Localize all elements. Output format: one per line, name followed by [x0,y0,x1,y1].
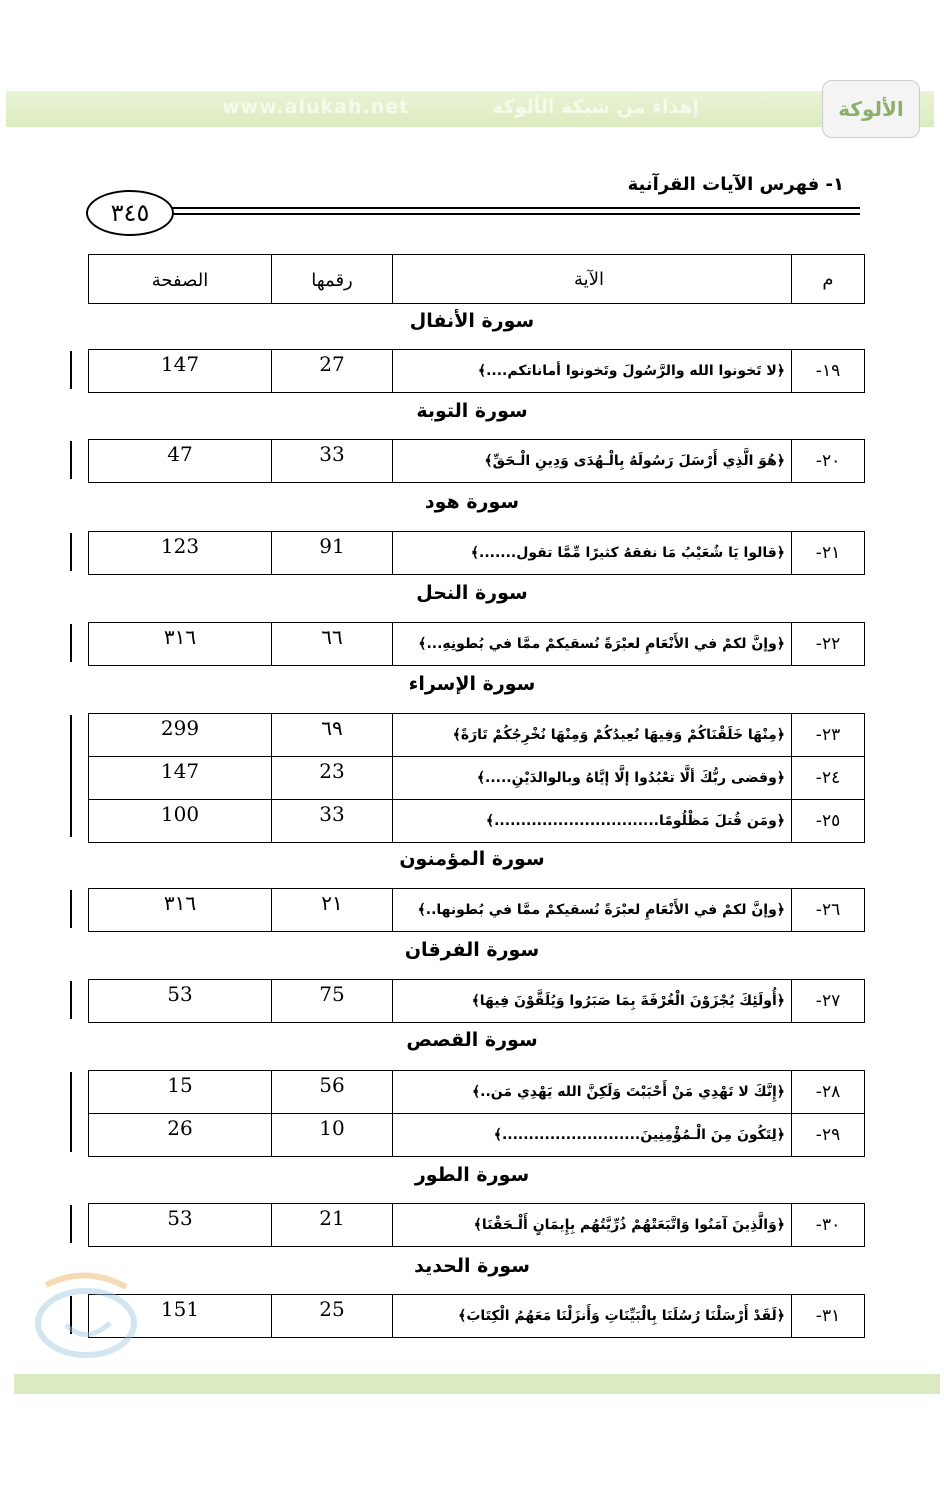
column-header-index: م [792,255,865,304]
page-cell: 53 [89,1204,272,1247]
table-row [89,800,865,843]
ayah-cell: ﴿أُولَئِكَ يُجْزَوْنَ الْغُرْفَةَ بِمَا صَبَرُوا وَيُلَقَّوْنَ فِيهَا﴾ [393,980,792,1023]
page-cell: ٣١٦ [89,889,272,932]
ayah-number-cell: 27 [272,350,393,393]
table-row [89,1114,865,1157]
ayah-table [88,531,865,575]
ayah-table [88,349,865,393]
page-number: ٣٤٥ [86,190,174,236]
surah-heading: سورة الإسراء [408,673,536,695]
header-rule [170,213,860,215]
margin-mark [70,624,72,662]
table-row [89,532,865,575]
index-title: ١- فهرس الآيات القرآنية [627,174,844,195]
index-cell: ٣١- [792,1295,865,1338]
ayah-cell: ﴿هُوَ الَّذِي أَرْسَلَ رَسُولَهُ بِالْـهُدَى وَدِينِ الْـحَقِّ﴾ [393,440,792,483]
margin-mark [70,890,72,928]
watermark-logo [26,1265,144,1361]
banner-url: www.alukah.net [222,96,410,118]
ayah-table [88,888,865,932]
ayah-cell: ﴿وإنَّ لكمْ في الأَنْعَامِ لعبْرَةً نُسقيكمْ ممَّا في بُطونها..﴾ [393,889,792,932]
table-row [89,1295,865,1338]
surah-heading: سورة النحل [416,582,528,604]
ayah-number-cell: 10 [272,1114,393,1157]
surah-heading: سورة الطور [414,1164,530,1186]
ayah-number-cell: 56 [272,1071,393,1114]
page-cell: 100 [89,800,272,843]
table-row [89,714,865,757]
ayah-cell: ﴿لا تَخونوا الله والرَّسُولَ وتَخونوا أماناتكم....﴾ [393,350,792,393]
ayah-table [88,622,865,666]
ayah-cell: ﴿لَقَدْ أَرْسَلْنَا رُسُلَنَا بِالْبَيِّنَاتِ وَأَنزَلْنَا مَعَهُمُ الْكِتَابَ﴾ [393,1295,792,1338]
page-cell: 299 [89,714,272,757]
ayah-table [88,1294,865,1338]
index-cell: ٢٢- [792,623,865,666]
surah-heading: سورة القصص [406,1029,538,1051]
table-row [89,1204,865,1247]
column-header-ayah-number: رقمها [272,255,393,304]
ayah-number-cell: 33 [272,800,393,843]
margin-mark [70,981,72,1019]
table-row [89,440,865,483]
table-row [89,889,865,932]
page-cell: 26 [89,1114,272,1157]
ayah-number-cell: 33 [272,440,393,483]
page-cell: 147 [89,757,272,800]
ayah-cell: ﴿ومَن قُتلَ مَظْلُومًا...............................﴾ [393,800,792,843]
column-header-page: الصفحة [89,255,272,304]
index-cell: ٢٦- [792,889,865,932]
ayah-cell: ﴿وقضى ربُّكَ ألَّا تعْبُدُوا إلَّا إيَّاهُ وبالوالدَيْنِ.....﴾ [393,757,792,800]
index-cell: ٢٩- [792,1114,865,1157]
index-cell: ٢٤- [792,757,865,800]
table-row [89,1071,865,1114]
surah-heading: سورة المؤمنون [399,848,545,870]
footer-bar [14,1374,940,1394]
alukah-logo: الألوكة [822,80,920,138]
surah-heading: سورة الأنفال [409,310,535,332]
ayah-number-cell: ٦٦ [272,623,393,666]
column-header-table [88,254,865,304]
margin-mark [70,715,72,837]
column-header-ayah: الآية [393,255,792,304]
ayah-table [88,439,865,483]
ayah-table [88,713,865,843]
index-cell: ٢٠- [792,440,865,483]
margin-mark [70,441,72,479]
page-cell: 151 [89,1295,272,1338]
table-row [89,623,865,666]
ayah-number-cell: 23 [272,757,393,800]
ayah-table [88,1070,865,1157]
index-cell: ١٩- [792,350,865,393]
index-cell: ٢١- [792,532,865,575]
ayah-cell: ﴿قالوا يَا شُعَيْبُ مَا نفقهُ كثيرًا مِّمَّا تقول.......﴾ [393,532,792,575]
page-cell: 147 [89,350,272,393]
surah-heading: سورة الحديد [414,1255,530,1277]
ayah-cell: ﴿إِنَّكَ لا تَهْدِي مَنْ أَحْبَبْتَ وَلَكِنَّ الله يَهْدِي مَن..﴾ [393,1071,792,1114]
ayah-number-cell: 25 [272,1295,393,1338]
ayah-table [88,1203,865,1247]
ayah-number-cell: ٢١ [272,889,393,932]
table-row [89,757,865,800]
surah-heading: سورة التوبة [416,400,528,422]
header-rule [170,207,860,209]
surah-heading: سورة الفرقان [404,939,540,961]
ayah-number-cell: 21 [272,1204,393,1247]
ayah-table [88,979,865,1023]
ayah-number-cell: 75 [272,980,393,1023]
ayah-cell: ﴿لِتَكُونَ مِنَ الْـمُؤْمِنِينَ..........................﴾ [393,1114,792,1157]
index-cell: ٢٥- [792,800,865,843]
ayah-number-cell: ٦٩ [272,714,393,757]
ayah-cell: ﴿وَالَّذِينَ آمَنُوا وَاتَّبَعَتْهُمْ ذُرِّيَّتُهُم بِإِيمَانٍ أَلْـحَقْنَا﴾ [393,1204,792,1247]
ayah-number-cell: 91 [272,532,393,575]
page-cell: 15 [89,1071,272,1114]
margin-mark [70,533,72,571]
table-row [89,980,865,1023]
margin-mark [70,351,72,389]
index-cell: ٣٠- [792,1204,865,1247]
index-cell: ٢٨- [792,1071,865,1114]
table-row [89,350,865,393]
banner-gift-text: إهداء من شبكة الألوكة [492,96,700,118]
surah-heading: سورة هود [424,491,520,513]
margin-mark [70,1205,72,1243]
site-banner [6,91,934,127]
margin-mark [70,1072,72,1152]
ayah-cell: ﴿وإنَّ لكمْ في الأَنْعَامِ لعبْرَةً نُسقيكمْ ممَّا في بُطونِهِ...﴾ [393,623,792,666]
page-cell: ٣١٦ [89,623,272,666]
page-cell: 47 [89,440,272,483]
ayah-cell: ﴿مِنْهَا خَلَقْنَاكُمْ وَفِيهَا نُعِيدُكُمْ وَمِنْهَا نُخْرِجُكُمْ تَارَةً﴾ [393,714,792,757]
index-cell: ٢٣- [792,714,865,757]
page-cell: 123 [89,532,272,575]
index-cell: ٢٧- [792,980,865,1023]
page-cell: 53 [89,980,272,1023]
